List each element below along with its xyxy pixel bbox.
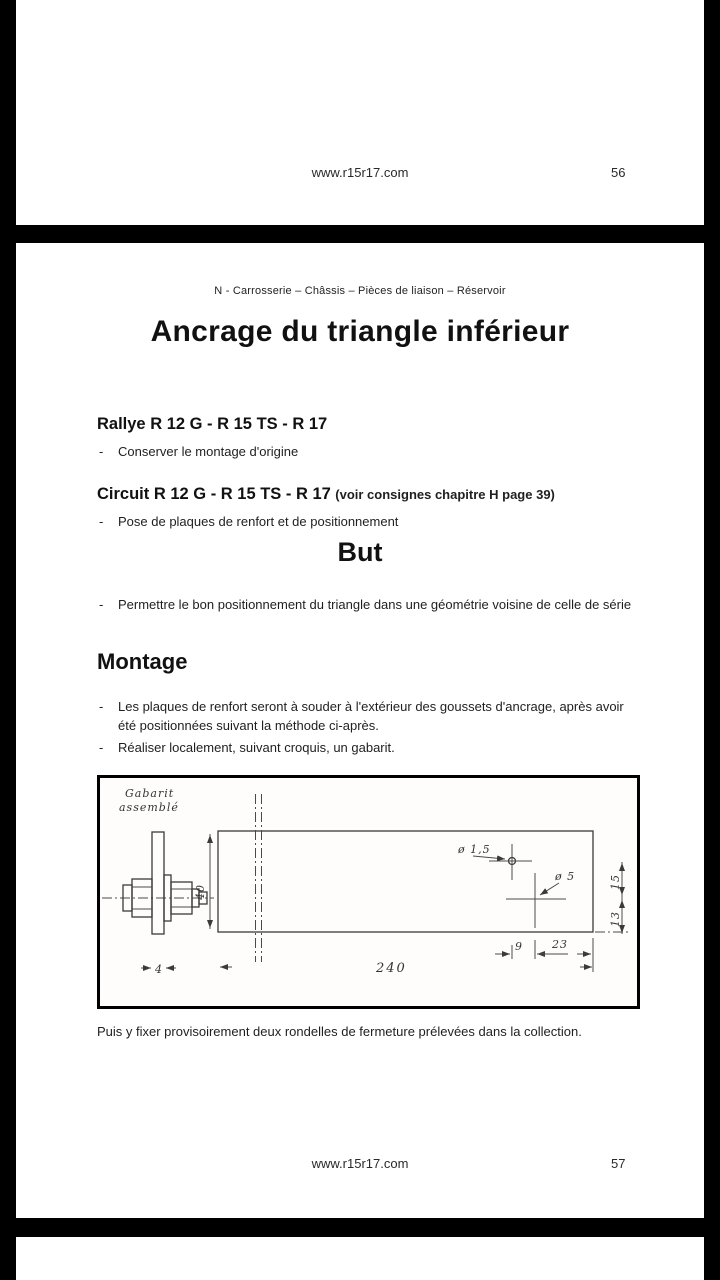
hole-small-label: ø 1,5	[458, 843, 491, 856]
figure-label-line1: Gabarit	[125, 787, 175, 800]
gabarit-figure	[97, 775, 640, 1009]
page-56	[16, 0, 704, 225]
centerlines	[256, 794, 262, 962]
footer-website: www.r15r17.com	[311, 165, 409, 180]
dim-lower-label: 13	[609, 911, 622, 927]
bullet-text: Pose de plaques de renfort et de positionnement	[118, 514, 399, 529]
dimension-thickness	[141, 963, 176, 976]
hole-large	[506, 870, 575, 928]
bullet-dash: -	[99, 740, 104, 755]
dim-thickness-label: 4	[155, 963, 163, 976]
bullet-rallye	[99, 442, 638, 461]
footer-website: www.r15r17.com	[311, 1156, 409, 1171]
bullet-text: Permettre le bon positionnement du triangle dans une géométrie voisine de celle de série	[118, 597, 632, 612]
bullet-text: Réaliser localement, suivant croquis, un gabarit.	[118, 740, 395, 755]
bullet-dash: -	[99, 699, 104, 714]
bullet-dash: -	[99, 597, 104, 612]
dimension-holes-offset	[495, 938, 593, 972]
bullet-circuit	[99, 512, 638, 531]
bullet-montage-1	[99, 697, 638, 735]
dim-upper-label: 15	[609, 874, 622, 890]
bullet-montage-2	[99, 738, 638, 757]
heading-circuit-note: (voir consignes chapitre H page 39)	[335, 487, 555, 502]
chapter-breadcrumb: N - Carrosserie – Châssis – Pièces de liaison – Réservoir	[214, 285, 506, 297]
page-58	[16, 1237, 704, 1280]
hole-large-label: ø 5	[555, 870, 576, 883]
figure-label-line2: assemblé	[119, 801, 179, 814]
dimension-length	[220, 961, 592, 976]
page-56-footer	[16, 165, 704, 185]
page-57	[16, 243, 704, 1218]
dimension-right	[595, 862, 630, 934]
page-number: 57	[611, 1156, 626, 1171]
bullet-text: Conserver le montage d'origine	[118, 444, 299, 459]
dim-height-label: 40	[194, 884, 207, 900]
bullet-text: Les plaques de renfort seront à souder à l'extérieur des goussets d'ancrage, après avoir été positionnées suivant la méthode ci-après.	[118, 699, 624, 733]
heading-montage: Montage	[97, 649, 188, 674]
bullet-but	[99, 595, 638, 614]
page-57-footer	[16, 1156, 704, 1176]
page-title: Ancrage du triangle inférieur	[150, 315, 570, 348]
closing-sentence: Puis y fixer provisoirement deux rondelles de fermeture prélevées dans la collection.	[97, 1024, 582, 1039]
hole-small	[457, 843, 532, 880]
bullet-dash: -	[99, 444, 104, 459]
heading-but: But	[337, 537, 383, 567]
plate-outline	[218, 831, 593, 932]
dim-hole-gap-label: 9	[515, 940, 523, 953]
dim-length-label: 240	[376, 961, 407, 976]
dim-edge-offset-label: 23	[552, 938, 568, 951]
heading-circuit-main: Circuit R 12 G - R 15 TS - R 17	[97, 485, 331, 503]
dimension-height	[194, 834, 210, 929]
heading-circuit	[97, 485, 555, 504]
bullet-dash: -	[99, 514, 104, 529]
heading-rallye: Rallye R 12 G - R 15 TS - R 17	[97, 415, 328, 433]
gabarit-sketch	[100, 778, 637, 1006]
bolt-assembly	[102, 832, 214, 934]
page-number: 56	[611, 165, 626, 180]
